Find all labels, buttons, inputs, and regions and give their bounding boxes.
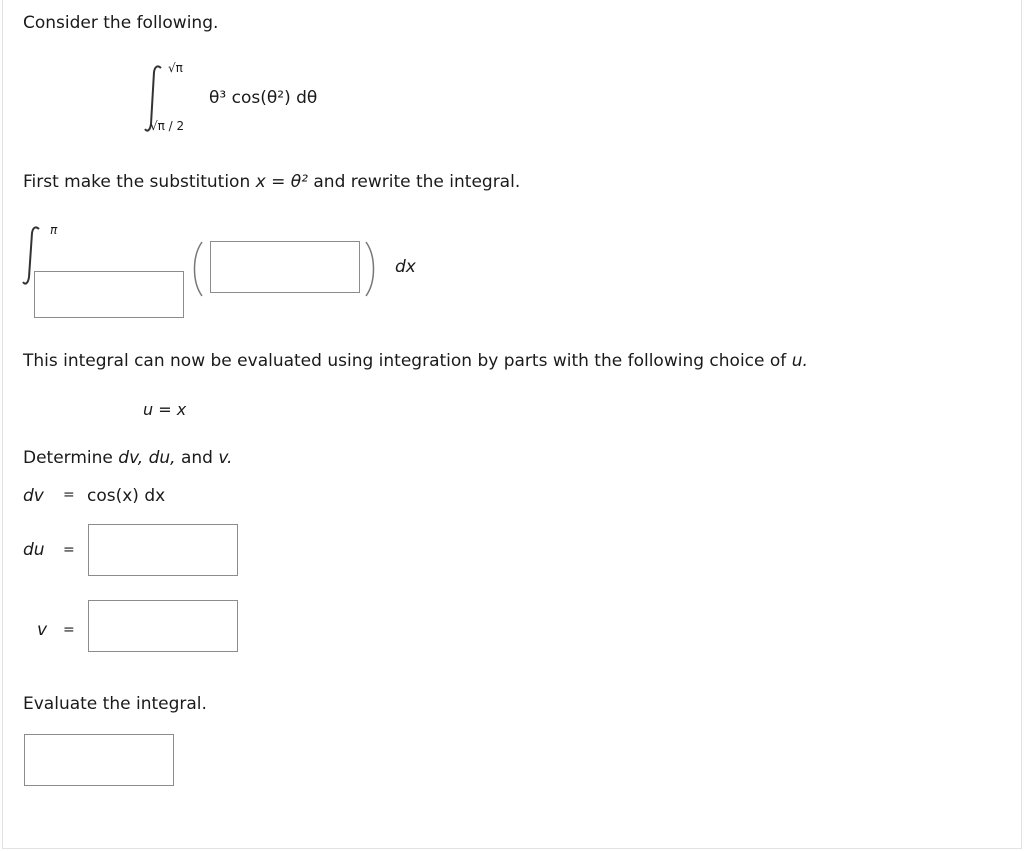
dv-value: cos(x) dx: [87, 486, 166, 506]
parts-u: u.: [791, 351, 808, 371]
determine-pre: Determine: [23, 448, 119, 468]
determine-mid: and: [175, 448, 219, 468]
dv-equals: =: [63, 487, 75, 503]
dx-label: dx: [395, 257, 416, 277]
substitution-pre: First make the substitution: [23, 172, 256, 192]
du-label: du: [23, 540, 45, 560]
integrand-input[interactable]: [210, 241, 360, 293]
u-choice: u = x: [143, 400, 187, 419]
determine-text: [23, 450, 232, 467]
integral-lower-limit: √π / 2: [150, 119, 185, 133]
answer-input[interactable]: [24, 734, 174, 786]
lower-limit-input[interactable]: [34, 271, 184, 318]
integral-upper-limit: √π: [168, 61, 183, 75]
evaluate-text: Evaluate the integral.: [23, 694, 207, 714]
substitution-post: and rewrite the integral.: [307, 172, 521, 192]
parts-text-body: This integral can now be evaluated using integration by parts with the following choice of: [23, 351, 792, 371]
substitution-text: [23, 174, 520, 191]
parts-text: [23, 353, 808, 370]
substitution-expr: x = θ²: [255, 172, 308, 192]
determine-vars: dv, du,: [118, 448, 176, 468]
right-paren: [364, 240, 378, 298]
integrand: θ³ cos(θ²) dθ: [209, 88, 318, 108]
du-input[interactable]: [88, 524, 238, 576]
v-input[interactable]: [88, 600, 238, 652]
v-label: v: [37, 620, 48, 640]
dv-label: dv: [23, 486, 44, 506]
du-equals: =: [63, 542, 75, 558]
determine-v: v.: [218, 448, 233, 468]
rewritten-upper-limit: π: [50, 223, 58, 237]
left-paren: [190, 240, 204, 298]
intro-text: Consider the following.: [23, 13, 219, 33]
v-equals: =: [63, 622, 75, 638]
